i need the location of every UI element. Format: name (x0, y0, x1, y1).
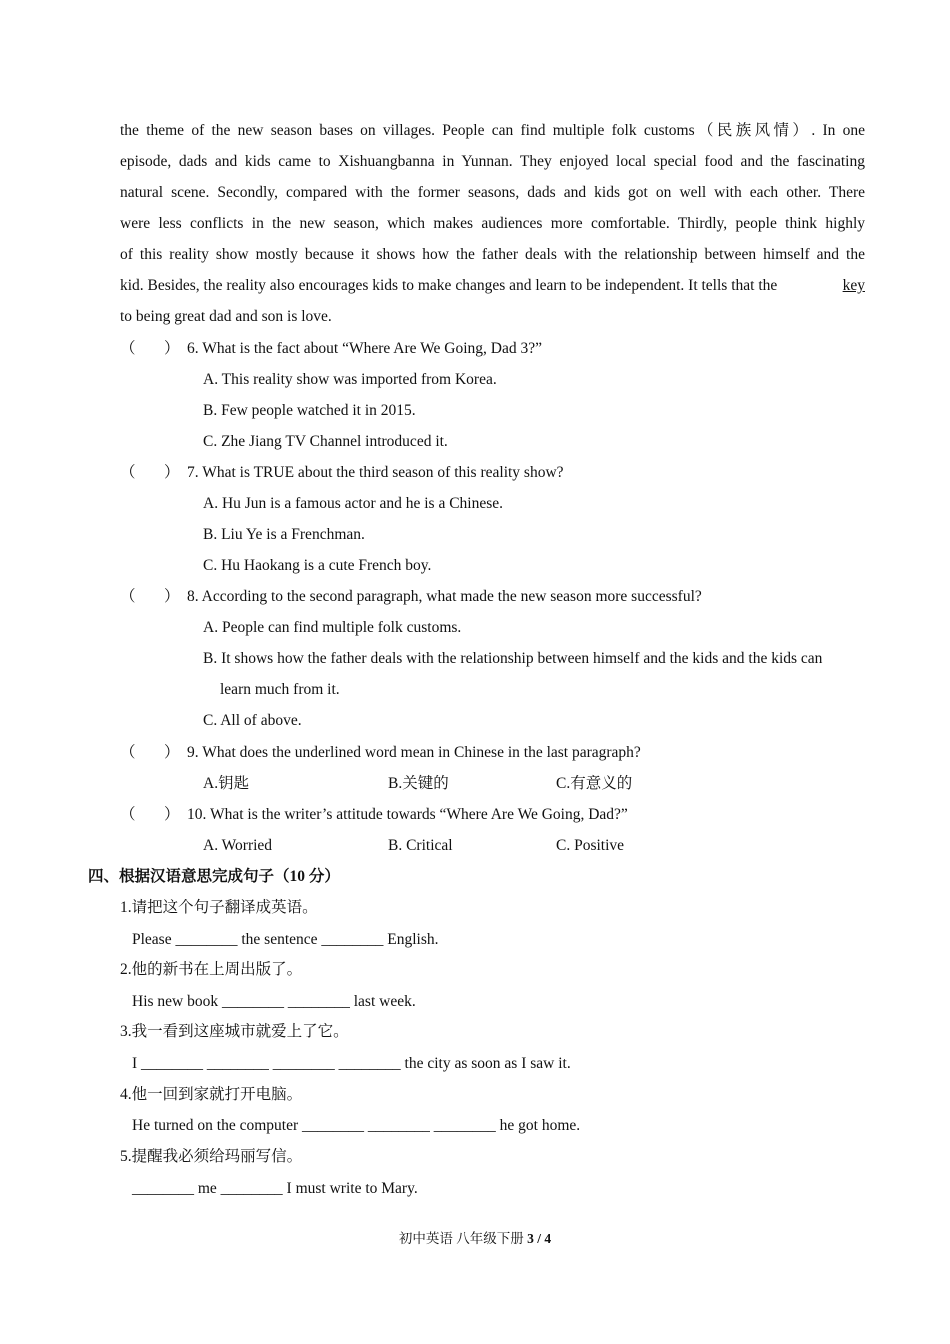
option-b: B. Critical (388, 837, 453, 854)
answer-bracket-close: ） (164, 744, 180, 761)
answer-bracket-close: ） (164, 806, 180, 823)
answer-bracket-open: （ (120, 464, 136, 481)
chinese-prompt: 1.请把这个句子翻译成英语。 (120, 899, 318, 916)
question-stem: 8. According to the second paragraph, what made the new season more successful? (187, 588, 702, 605)
underlined-word: key (842, 277, 865, 294)
answer-bracket-open: （ (120, 744, 136, 761)
option-c: C. All of above. (203, 712, 302, 729)
chinese-prompt: 4.他一回到家就打开电脑。 (120, 1086, 303, 1103)
section-title: 四、根据汉语意思完成句子（10 分） (88, 868, 340, 885)
passage-line: natural scene. Secondly, compared with the former seasons, dads and kids got on well with each other. There (120, 184, 865, 201)
option-b: B.关键的 (388, 775, 449, 792)
answer-bracket-close: ） (164, 464, 180, 481)
chinese-prompt: 5.提醒我必须给玛丽写信。 (120, 1148, 303, 1165)
answer-bracket-open: （ (120, 806, 136, 823)
chinese-prompt: 2.他的新书在上周出版了。 (120, 961, 303, 978)
chinese-prompt: 3.我一看到这座城市就爱上了它。 (120, 1023, 349, 1040)
english-blank-sentence: ________ me ________ I must write to Mary. (132, 1180, 418, 1197)
option-b: B. Liu Ye is a Frenchman. (203, 526, 365, 543)
question-stem: 6. What is the fact about “Where Are We Going, Dad 3?” (187, 340, 542, 357)
passage-line: were less conflicts in the new season, which makes audiences more comfortable. Thirdly, people think highly (120, 215, 865, 232)
answer-bracket-close: ） (164, 588, 180, 605)
question-stem: 9. What does the underlined word mean in Chinese in the last paragraph? (187, 744, 641, 761)
option-c: C.有意义的 (556, 775, 633, 792)
english-blank-sentence: His new book ________ ________ last week. (132, 993, 416, 1010)
question-stem: 7. What is TRUE about the third season of this reality show? (187, 464, 564, 481)
option-a: A. Hu Jun is a famous actor and he is a Chinese. (203, 495, 504, 512)
question-stem: 10. What is the writer’s attitude towards “Where Are We Going, Dad?” (187, 806, 628, 823)
option-c: C. Positive (556, 837, 625, 854)
footer-label: 初中英语 八年级下册 (398, 1231, 524, 1246)
answer-bracket-close: ） (164, 340, 180, 357)
page-number: 3 / 4 (527, 1231, 552, 1246)
passage-line (120, 276, 865, 296)
passage-line-text: kid. Besides, the reality also encourages kids to make changes and learn to be independent. It tells that the (120, 277, 778, 294)
option-a: A. This reality show was imported from Korea. (203, 371, 497, 388)
option-a: A. People can find multiple folk customs. (203, 619, 462, 636)
answer-bracket-open: （ (120, 588, 136, 605)
option-a: A. Worried (203, 837, 273, 854)
option-a: A.钥匙 (203, 775, 250, 792)
option-b: B. Few people watched it in 2015. (203, 402, 416, 419)
english-blank-sentence: He turned on the computer ________ ________ ________ he got home. (132, 1117, 581, 1134)
english-blank-sentence: Please ________ the sentence ________ English. (132, 931, 439, 948)
passage-line: episode, dads and kids came to Xishuangbanna in Yunnan. They enjoyed local special food and the fascinating (120, 153, 865, 170)
page-footer (0, 1229, 950, 1249)
passage-line: the theme of the new season bases on villages. People can find multiple folk customs（民族风情）. In one (120, 122, 865, 139)
option-c: C. Hu Haokang is a cute French boy. (203, 557, 432, 574)
passage-line: of this reality show mostly because it shows how the father deals with the relationship between himself and the (120, 246, 865, 263)
passage-line: to being great dad and son is love. (120, 308, 332, 325)
option-c: C. Zhe Jiang TV Channel introduced it. (203, 433, 448, 450)
answer-bracket-open: （ (120, 340, 136, 357)
english-blank-sentence: I ________ ________ ________ ________ the city as soon as I saw it. (132, 1055, 571, 1072)
option-b: B. It shows how the father deals with the relationship between himself and the kids and the kids can (203, 650, 823, 667)
option-b-continued: learn much from it. (220, 681, 340, 698)
